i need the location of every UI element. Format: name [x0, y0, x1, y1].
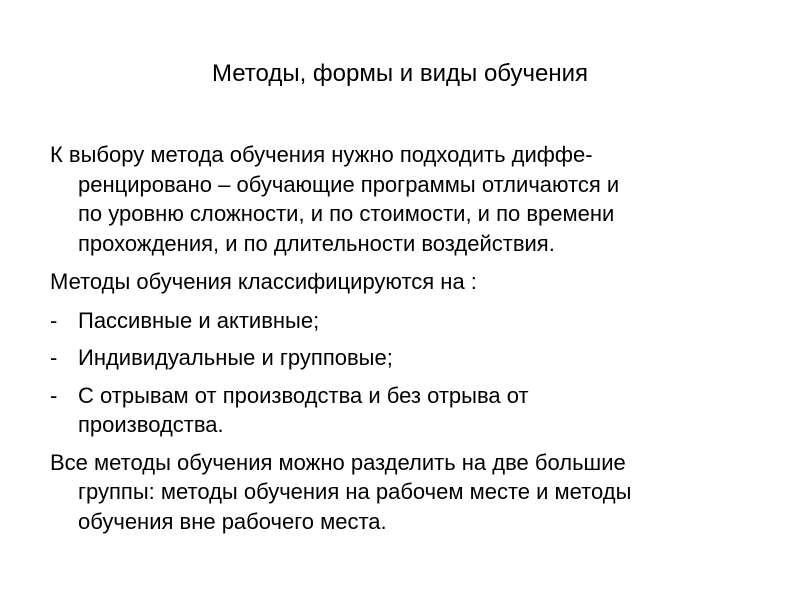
list-item [50, 306, 765, 336]
dash-bullet-icon: - [50, 345, 58, 370]
paragraph-line: ренцировано – обучающие программы отличаются и [78, 171, 620, 197]
list-item [50, 381, 765, 440]
paragraph-line: группы: методы обучения на рабочем месте и методы [78, 479, 632, 504]
list-item-text: С отрывам от производства и без отрыва от [78, 382, 529, 408]
paragraph-classification [50, 267, 765, 297]
list-item-text: Пассивные и активные; [78, 307, 320, 333]
slide-title: Методы, формы и виды обучения [211, 60, 589, 87]
dash-bullet-icon: - [50, 307, 58, 333]
classification-list [50, 306, 765, 440]
paragraph-line: Методы обучения классифицируются на : [50, 269, 477, 294]
list-item [50, 343, 765, 373]
dash-bullet-icon: - [50, 382, 58, 408]
paragraph-method-choice [50, 140, 765, 258]
list-item-text: Индивидуальные и групповые; [78, 345, 393, 370]
paragraph-line: обучения вне рабочего места. [78, 508, 387, 534]
paragraph-line: прохождения, и по длительности воздействия. [78, 230, 555, 256]
paragraph-line: К выбору метода обучения нужно подходить диффе- [50, 142, 593, 167]
paragraph-two-groups [50, 448, 765, 537]
paragraph-line: по уровню сложности, и по стоимости, и по времени [78, 201, 615, 226]
paragraph-line: Все методы обучения можно разделить на две большие [50, 449, 626, 475]
slide-body [50, 140, 765, 545]
list-item-text: производства. [78, 412, 224, 437]
